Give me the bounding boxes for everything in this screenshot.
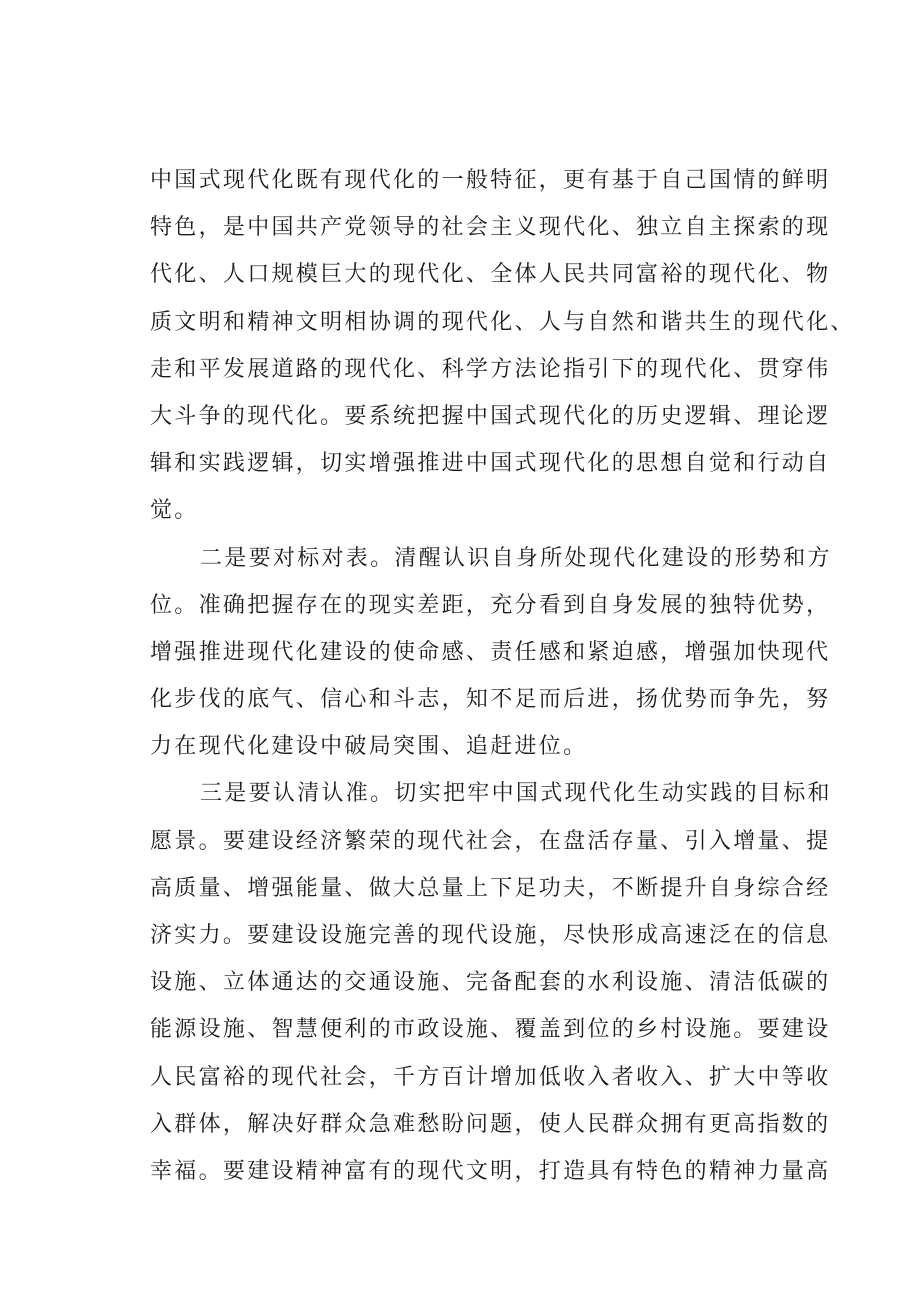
text-line: 二是要对标对表。清醒认识自身所处现代化建设的形势和方 [200, 545, 832, 571]
text-line: 三是要认清认准。切实把牢中国式现代化生动实践的目标和 [200, 781, 832, 807]
text-line: 位。准确把握存在的现实差距，充分看到自身发展的独特优势， [150, 592, 831, 618]
text-line: 增强推进现代化建设的使命感、责任感和紧迫感，增强加快现代 [150, 639, 831, 665]
text-line: 特色，是中国共产党领导的社会主义现代化、独立自主探索的现 [150, 215, 831, 241]
text-line: 代化、人口规模巨大的现代化、全体人民共同富裕的现代化、物 [150, 262, 831, 288]
text-line: 能源设施、智慧便利的市政设施、覆盖到位的乡村设施。要建设 [150, 1017, 831, 1043]
text-line: 大斗争的现代化。要系统把握中国式现代化的历史逻辑、理论逻 [150, 403, 831, 429]
text-line: 设施、立体通达的交通设施、完备配套的水利设施、清洁低碳的 [150, 970, 831, 996]
paragraph-1 [150, 157, 855, 535]
text-line: 辑和实践逻辑，切实增强推进中国式现代化的思想自觉和行动自 [150, 451, 831, 477]
text-line: 人民富裕的现代社会，千方百计增加低收入者收入、扩大中等收 [150, 1064, 831, 1090]
text-line: 高质量、增强能量、做大总量上下足功夫，不断提升自身综合经 [150, 875, 831, 901]
text-line: 入群体，解决好群众急难愁盼问题，使人民群众拥有更高指数的 [150, 1111, 831, 1137]
paragraph-2 [150, 535, 832, 771]
text-line: 走和平发展道路的现代化、科学方法论指引下的现代化、贯穿伟 [150, 356, 831, 382]
text-line: 质文明和精神文明相协调的现代化、人与自然和谐共生的现代化、 [150, 309, 855, 335]
paragraph-3 [150, 770, 832, 1195]
text-line: 觉。 [150, 498, 199, 524]
text-line: 愿景。要建设经济繁荣的现代社会，在盘活存量、引入增量、提 [150, 828, 831, 854]
text-line: 幸福。要建设精神富有的现代文明，打造具有特色的精神力量高 [150, 1158, 831, 1184]
text-line: 济实力。要建设设施完善的现代设施，尽快形成高速泛在的信息 [150, 923, 831, 948]
text-line: 化步伐的底气、信心和斗志，知不足而后进，扬优势而争先，努 [150, 687, 831, 713]
document-body [150, 157, 855, 1195]
text-line: 力在现代化建设中破局突围、追赶进位。 [150, 734, 588, 760]
text-line: 中国式现代化既有现代化的一般特征，更有基于自己国情的鲜明 [150, 168, 831, 193]
